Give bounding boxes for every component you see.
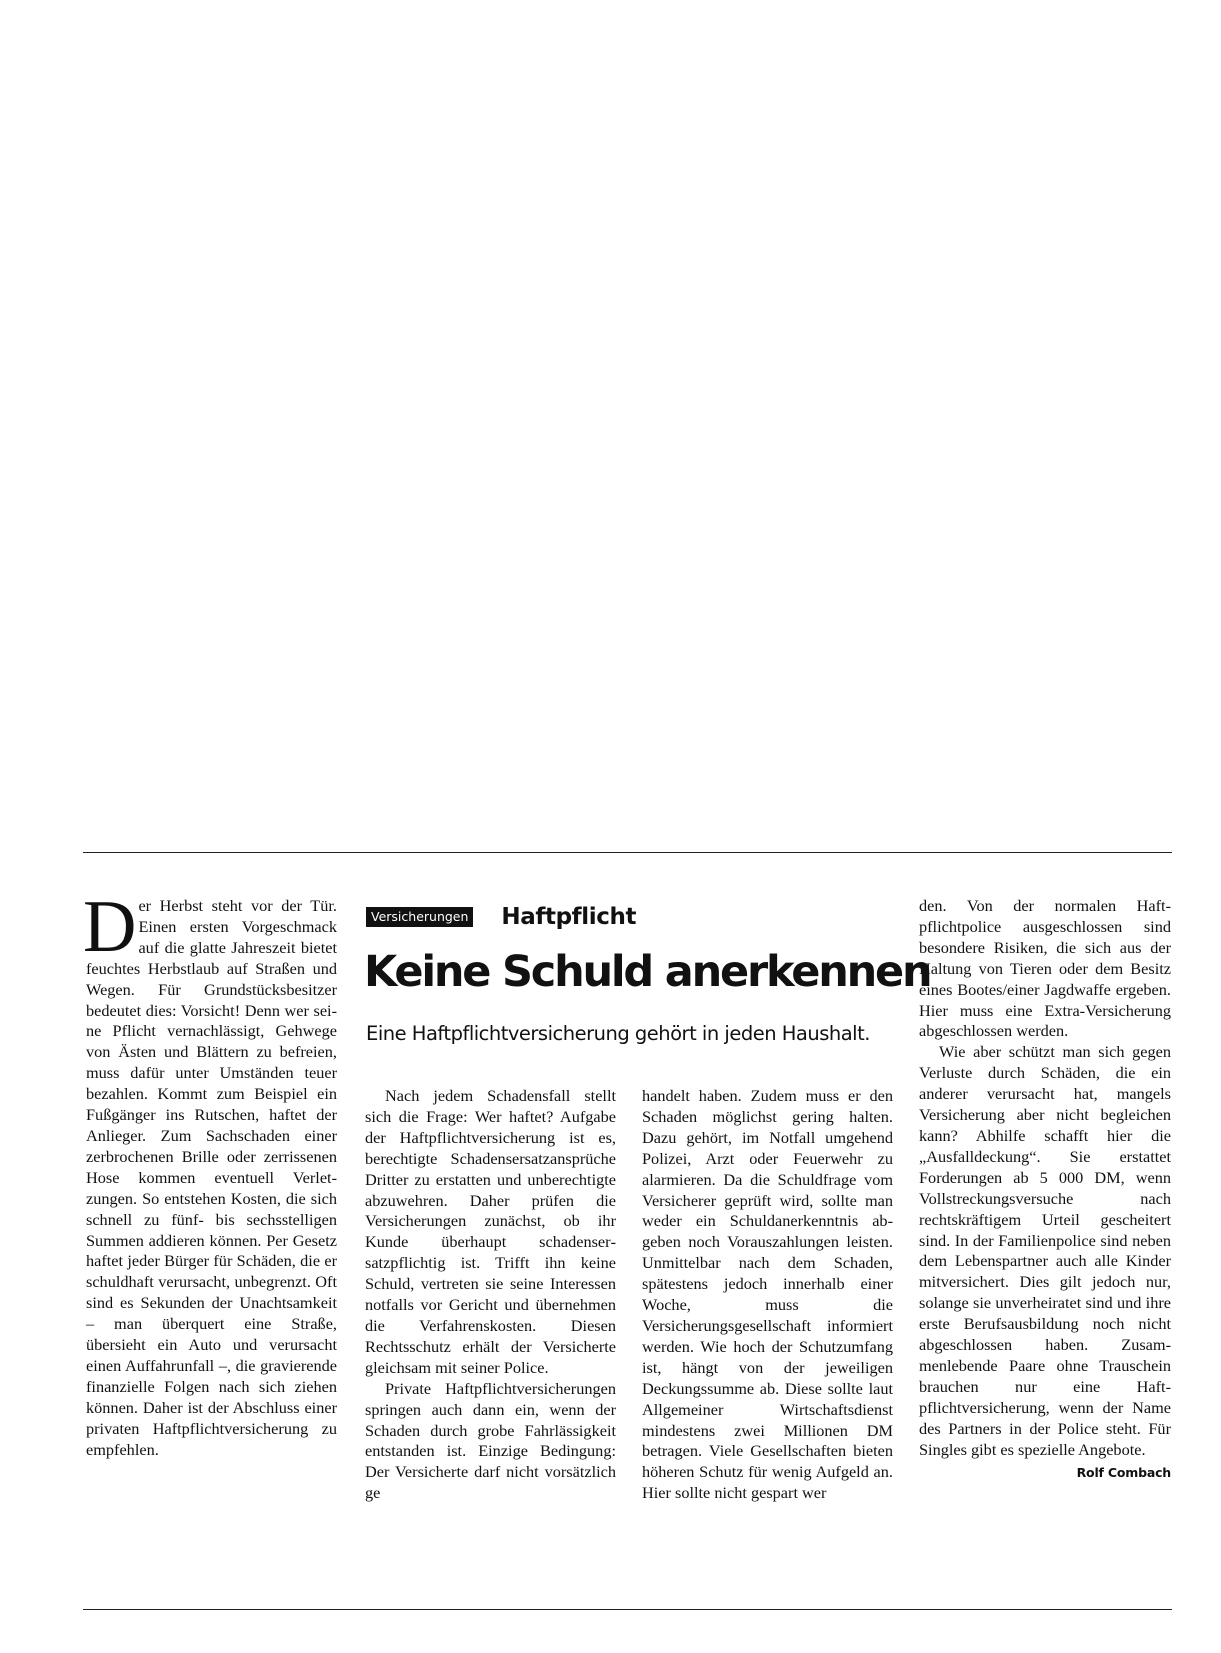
- kicker-title: Haftpflicht: [501, 904, 637, 930]
- drop-cap: D: [83, 886, 137, 968]
- final-paragraph: [919, 1042, 1171, 1481]
- headline: Keine Schuld anerkennen: [364, 947, 931, 997]
- paragraph: den. Von der normalen Haftpflichtpolice ausgeschlossen sind besondere Risiken, die sich aus der Haltung von Tieren oder dem Besitz eines Bootes/einer Jagdwaffe ergeben. Hier muss eine Extra-Versicherung abgeschlossen werden.: [919, 896, 1171, 1041]
- paragraph-text: Wie aber schützt man sich gegen Verluste durch Schäden, die ein anderer verursacht hat, mangels Versicherung aber nicht begleichen kann? Abhilfe schafft hier die „Ausfalldeckung“. Sie erstattet Forderungen ab 5 000 DM, wenn Vollstreckungsversuche nach rechtskräftigem Urteil gescheitert sind. In der Familienpolice sind neben dem Lebenspartner auch alle Kinder mitversichert. Dies gilt jedoch nur, solange sie unverheiratet sind und ihre erste Berufsausbildung noch nicht abgeschlossen haben. Zusammenlebende Paare ohne Trauschein brauchen nur eine Haftpflichtversicherung, wenn der Name des Partners in der Police steht. Für Singles gibt es spezielle Angebote.: [919, 1042, 1171, 1459]
- article-column-2: [365, 1086, 616, 1504]
- bottom-rule: [83, 1609, 1172, 1610]
- article-column-3: [642, 1086, 893, 1504]
- article-column-4: [919, 896, 1171, 1484]
- article-column-1: [83, 886, 337, 1460]
- subheadline: Eine Haftpflichtversicherung gehört in jeden Haushalt.: [366, 1022, 870, 1045]
- kicker: [366, 904, 636, 930]
- lead-text: er Herbst steht vor der Tür. Einen ersten Vorgeschmack auf die glatte Jahreszeit bietet feuchtes Herbstlaub auf Straßen und Wegen. Für Grundstücksbesitzer bedeutet dies: Vorsicht! Denn wer seine Pflicht vernachlässigt, Gehwege von Ästen und Blättern zu befreien, muss dafür unter Umständen teuer bezahlen. Kommt zum Beispiel ein Fußgänger ins Rutschen, haftet der Anlieger. Zum Sachschaden einer zerbrochenen Brille oder zerrissenen Hose kommen eventuell Verletzungen. So entstehen Kosten, die sich schnell zu fünf- bis sechsstelligen Summen addieren können. Per Gesetz haftet jeder Bürger für Schäden, die er schuldhaft verursacht, unbegrenzt. Oft sind es Sekunden der Unachtsamkeit – man überquert eine Straße, übersieht ein Auto und verursacht einen Auffahrunfall –, die gravierende finanzielle Folgen nach sich ziehen können. Daher ist der Abschluss einer privaten Haftpflichtversicherung zu empfehlen.: [86, 896, 337, 1459]
- paragraph: handelt haben. Zudem muss er den Schaden möglichst gering halten. Dazu gehört, im Notfall umgehend Polizei, Arzt oder Feuerwehr zu alarmieren. Da die Schuldfrage vom Versicherer geprüft wird, sollte man weder ein Schuldanerkenntnis abgeben noch Vorauszahlungen leisten. Unmittelbar nach dem Schaden, spätestens jedoch innerhalb einer Woche, muss die Versicherungsgesellschaft informiert werden. Wie hoch der Schutzumfang ist, hängt von der jeweiligen Deckungssumme ab. Diese sollte laut Allgemeiner Wirtschaftsdienst mindestens zwei Millionen DM betragen. Viele Gesellschaften bieten höheren Schutz für wenig Aufgeld an. Hier sollte nicht gespart wer: [642, 1086, 893, 1503]
- paragraph: Nach jedem Schadensfall stellt sich die Frage: Wer haftet? Aufgabe der Haftpflichtversicherung ist es, berechtigte Schadensersatzansprüche Dritter zu erstatten und unberechtigte abzuwehren. Daher prüfen die Versicherungen zunächst, ob ihr Kunde überhaupt schadensersatzpflichtig ist. Trifft ihn keine Schuld, vertreten sie seine Interessen notfalls vor Gericht und übernehmen die Verfahrenskosten. Diesen Rechtsschutz erhält der Versicherte gleichsam mit seiner Police.: [365, 1086, 616, 1377]
- paragraph: Private Haftpflichtversicherungen springen auch dann ein, wenn der Schaden durch grobe Fahrlässigkeit entstanden ist. Einzige Bedingung: Der Versicherte darf nicht vorsätzlich ge: [365, 1378, 616, 1503]
- top-rule: [83, 852, 1172, 853]
- author-byline: Rolf Combach: [1076, 1465, 1171, 1481]
- section-tag: Versicherungen: [366, 907, 473, 927]
- lead-paragraph: [83, 886, 337, 1460]
